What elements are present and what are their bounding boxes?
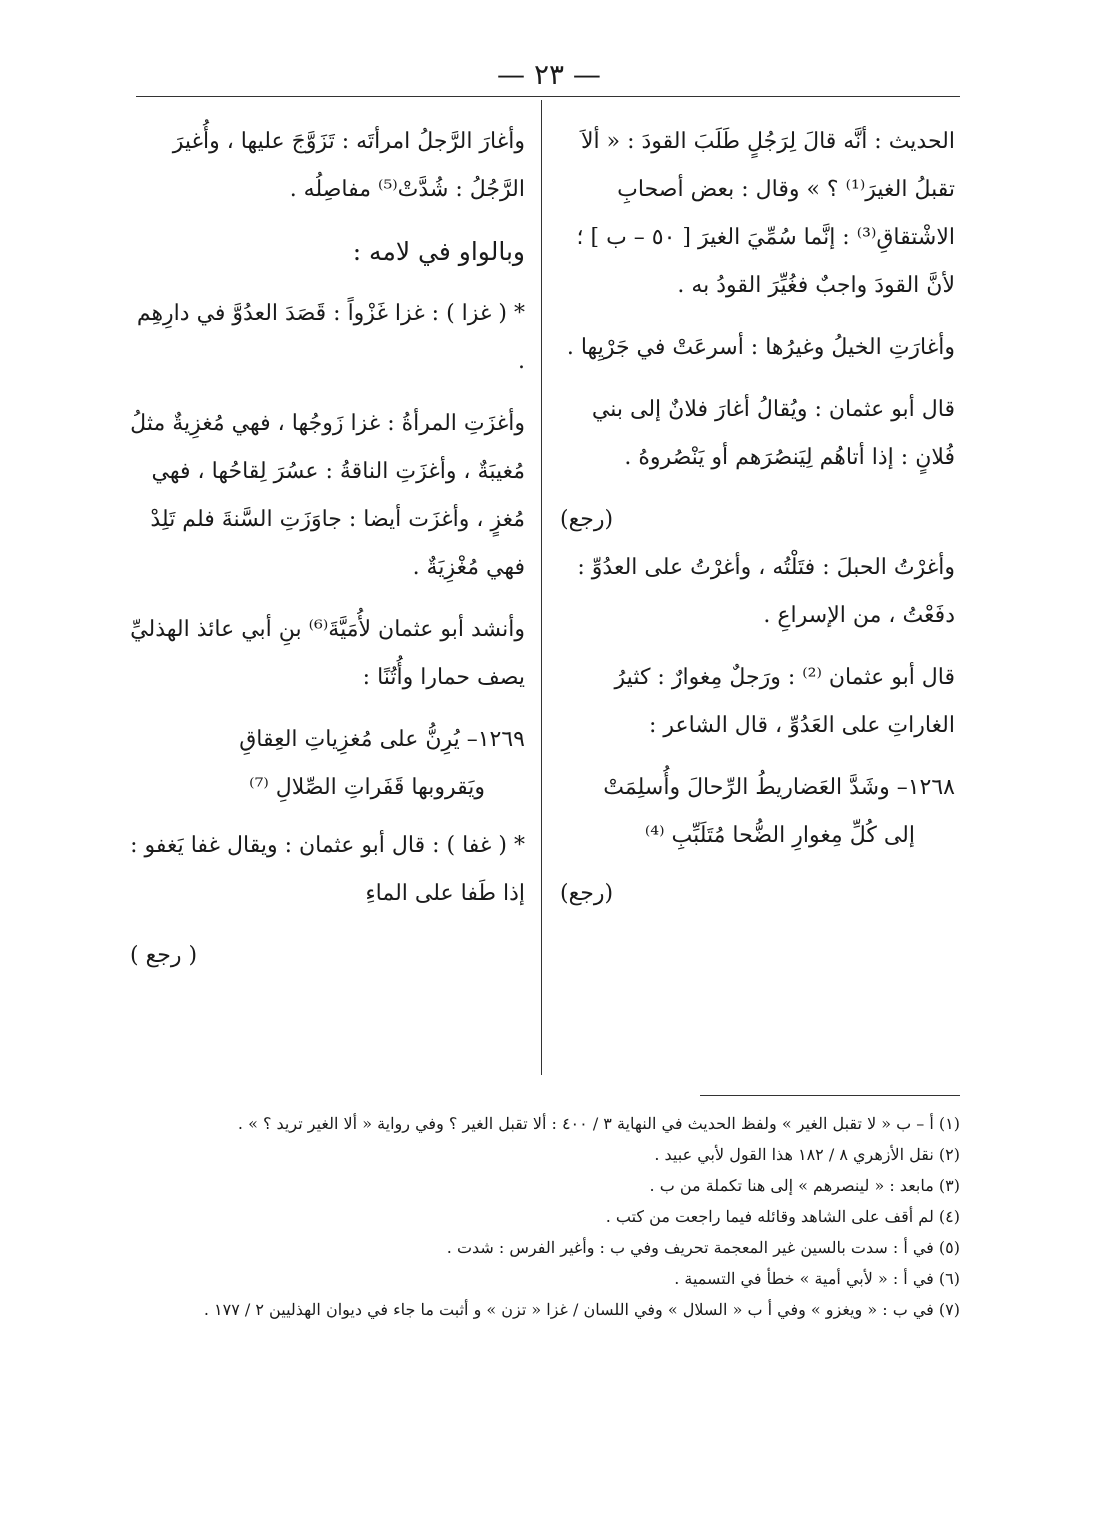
- entry-ghafa: * ( غفا ) : قال أبو عثمان : ويقال غفا يَغفو : إذا طَفا على الماءِ: [130, 833, 525, 906]
- paragraph-hadith: الحديث : أنَّه قالَ لِرَجُلٍ طَلَبَ القودَ : « ألاَ تقبلُ الغيرَ⁽¹⁾ ؟ » وقال : بعض أصحابِ الاشْتقاقِ⁽³⁾ : إنَّما سُمِّيَ الغيرَ [ ٥٠ – ب ] ؛ لأنَّ القودَ واجبٌ فغُيِّرَ القودُ به .: [576, 129, 955, 298]
- paragraph-aghara-khayl: وأغارَتِ الخيلُ وغيرُها : أسرعَتْ في جَرْيِها .: [566, 335, 955, 360]
- verse-1268: [560, 764, 955, 860]
- section-title: وبالواو في لامه :: [352, 237, 525, 266]
- verse-1269: [130, 716, 525, 812]
- page-number: — ٢٣ —: [497, 58, 601, 91]
- footnote: (٧) في ب : « ويغزو » وفي أ ب « السلال » وفي اللسان / غزا « تزن » و أثبت ما جاء في ديوان الهذليين ٢ / ١٧٧ .: [203, 1300, 960, 1319]
- verse-hemistich-1: ١٢٦٩– يُرِنُّ على مُغزِياتِ العِقاقِ: [239, 727, 525, 752]
- paragraph-aghartu-habl: وأغرْتُ الحبلَ : فتَلْتُه ، وأغرْتُ على العدُوِّ : دفَعْتُ ، من الإسراعِ .: [577, 555, 955, 628]
- left-column: [130, 118, 525, 980]
- footnote: (٥) في أ : سدت بالسين غير المعجمة تحريف وفي ب : وأغير الفرس : شدت .: [446, 1238, 960, 1257]
- paragraph-aghara-fulan: قال أبو عثمان : ويُقالُ أغارَ فلانٌ إلى بني فُلانٍ : إذا أتاهُم لِيَنصُرَهم أو يَنْصُروهُ .: [591, 397, 955, 470]
- ref-rajaa: ( رجع ): [130, 943, 198, 968]
- verse-hemistich-2: إلى كُلِّ مِغوارِ الضُّحا مُتَلَبِّبِ ⁽⁴⁾: [644, 823, 915, 848]
- footnotes: [130, 1108, 960, 1325]
- footnote-rule: [700, 1095, 960, 1096]
- footnote: (١) أ – ب « لا تقبل الغير » ولفظ الحديث في النهاية ٣ / ٤٠٠ : ألا تقبل الغير ؟ وفي رواية « ألا الغير تريد ؟ » .: [237, 1114, 960, 1133]
- paragraph-anshada: وأنشد أبو عثمان لأُمَيَّةَ⁽⁶⁾ بنِ أبي عائذ الهذليِّ يصف حمارا وأُتُنًا :: [130, 617, 525, 690]
- ref-rajaa: (رجع): [560, 881, 614, 906]
- right-column: [560, 118, 955, 918]
- column-divider: [541, 100, 542, 1075]
- footnote: (٦) في أ : « لأبي أمية » خطأ في التسمية .: [674, 1269, 960, 1288]
- header-rule: [136, 96, 960, 97]
- paragraph-mighwar: قال أبو عثمان ⁽²⁾ : ورَجلٌ مِغوارٌ : كثيرُ الغاراتِ على العَدُوِّ ، قال الشاعر :: [614, 665, 955, 738]
- footnote: (٢) نقل الأزهري ٨ / ١٨٢ هذا القول لأبي عبيد .: [654, 1145, 960, 1164]
- paragraph-aghara-rajul: وأغارَ الرَّجلُ امرأتَه : تَزَوَّجَ عليها ، وأُغيرَ الرَّجُلُ : شُدَّتْ⁽⁵⁾ مفاصِلُه .: [172, 129, 525, 202]
- entry-ghaza: * ( غزا ) : غزا غَزْواً : قَصَدَ العدُوَّ في دارِهِم .: [136, 301, 525, 374]
- footnote: (٣) مابعد : « لينصرهم » إلى هنا تكملة من ب .: [649, 1176, 960, 1195]
- footnote: (٤) لم أقف على الشاهد وقائله فيما راجعت من كتب .: [605, 1207, 960, 1226]
- verse-hemistich-2: ويَقروبها قَفَراتِ الصِّلالِ ⁽⁷⁾: [249, 775, 485, 800]
- ref-rajaa: (رجع): [560, 507, 614, 532]
- paragraph-aghzat: وأغزَتِ المرأةُ : غزا زَوجُها ، فهي مُغزِيةٌ مثلُ مُغيبَةٌ ، وأغزَتِ الناقةُ : عسُرَ لِقاحُها ، فهي مُغزٍ ، وأغزَت أيضا : جاوَزَتِ السَّنةَ فلم تَلِدْ فهي مُغْزِيَةٌ .: [130, 411, 525, 580]
- verse-hemistich-1: ١٢٦٨– وشَدَّ العَضاريطُ الرِّحالَ وأُسلِمَتْ: [603, 775, 955, 800]
